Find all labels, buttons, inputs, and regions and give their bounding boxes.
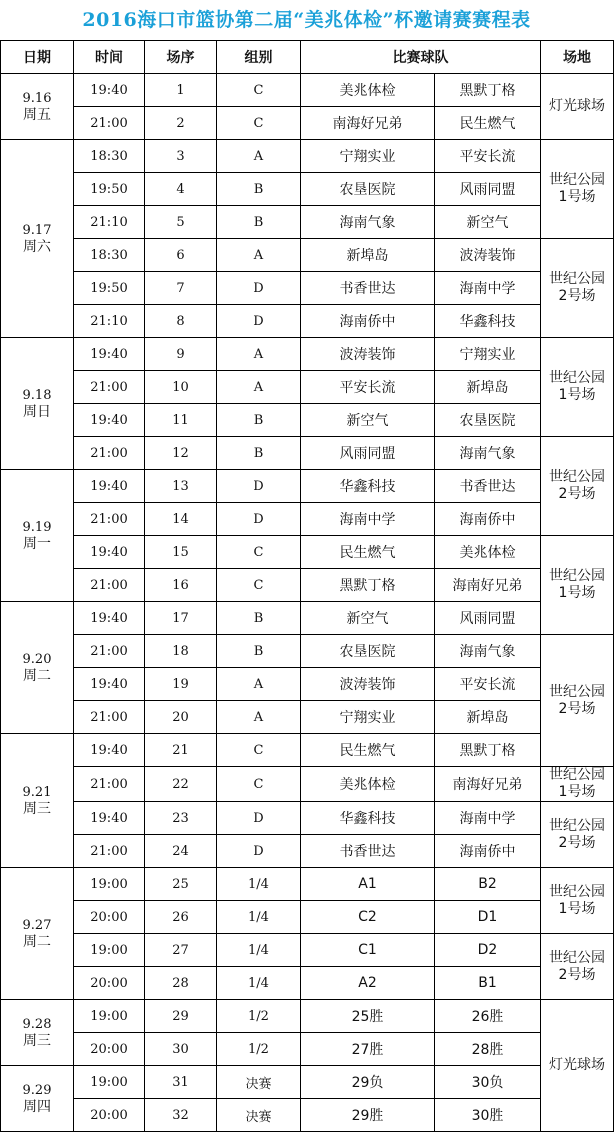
group-cell: 1/2	[217, 1000, 301, 1033]
away-team-cell: 黑默丁格	[435, 734, 541, 767]
venue-name: 世纪公园	[549, 370, 605, 386]
home-team-cell: 27胜	[301, 1033, 435, 1066]
order-cell: 10	[145, 371, 217, 404]
venue-name: 世纪公园	[549, 817, 605, 834]
table-row	[1, 569, 614, 602]
date-cell	[1, 734, 74, 868]
time-cell: 21:10	[74, 305, 145, 338]
venue-court: 2号场	[558, 700, 596, 717]
table-row	[1, 734, 614, 767]
away-team-cell: 海南气象	[435, 635, 541, 668]
order-cell: 22	[145, 767, 217, 802]
venue-cell	[541, 868, 614, 934]
venue-cell	[541, 934, 614, 1000]
time-cell: 19:40	[74, 802, 145, 835]
weekday-text: 周五	[23, 106, 51, 123]
time-cell: 20:00	[74, 1099, 145, 1132]
table-row	[1, 1033, 614, 1066]
away-team-cell: 海南中学	[435, 802, 541, 835]
group-cell: 1/4	[217, 934, 301, 967]
venue-cell	[541, 239, 614, 338]
venue-court: 2号场	[558, 834, 596, 851]
away-team-cell: 黑默丁格	[435, 74, 541, 107]
home-team-cell: 书香世达	[301, 835, 435, 868]
home-team-cell: 宁翔实业	[301, 140, 435, 173]
home-team-cell: 海南侨中	[301, 305, 435, 338]
venue-cell	[541, 635, 614, 767]
order-cell: 6	[145, 239, 217, 272]
group-cell: C	[217, 767, 301, 802]
table-row	[1, 901, 614, 934]
date-cell	[1, 602, 74, 734]
home-team-cell: 民生燃气	[301, 536, 435, 569]
venue-name: 世纪公园	[549, 271, 605, 287]
venue-cell	[541, 1000, 614, 1132]
away-team-cell: 新空气	[435, 206, 541, 239]
time-cell: 21:00	[74, 437, 145, 470]
venue-court: 1号场	[558, 189, 596, 205]
venue-cell	[541, 802, 614, 868]
venue-court: 1号场	[558, 387, 596, 403]
table-row	[1, 338, 614, 371]
date-text: 9.29	[22, 1082, 52, 1098]
order-cell: 4	[145, 173, 217, 206]
group-cell: 决赛	[217, 1099, 301, 1132]
time-cell: 19:40	[74, 74, 145, 107]
table-row	[1, 835, 614, 868]
weekday-text: 周六	[23, 238, 51, 255]
home-team-cell: A1	[301, 868, 435, 901]
venue-cell	[541, 140, 614, 239]
away-team-cell: D2	[435, 934, 541, 967]
order-cell: 21	[145, 734, 217, 767]
table-row	[1, 1099, 614, 1132]
venue-court: 1号场	[558, 784, 596, 800]
table-row	[1, 1000, 614, 1033]
time-cell: 18:30	[74, 239, 145, 272]
header-group: 组别	[217, 41, 301, 74]
venue-name: 灯光球场	[549, 98, 605, 114]
table-row	[1, 536, 614, 569]
home-team-cell: 29胜	[301, 1099, 435, 1132]
header-time: 时间	[74, 41, 145, 74]
group-cell: A	[217, 701, 301, 734]
order-cell: 23	[145, 802, 217, 835]
home-team-cell: 29负	[301, 1066, 435, 1099]
venue-cell	[541, 74, 614, 140]
group-cell: 决赛	[217, 1066, 301, 1099]
time-cell: 19:00	[74, 868, 145, 901]
away-team-cell: 26胜	[435, 1000, 541, 1033]
away-team-cell: B2	[435, 868, 541, 901]
away-team-cell: 海南侨中	[435, 835, 541, 868]
away-team-cell: 风雨同盟	[435, 173, 541, 206]
home-team-cell: 25胜	[301, 1000, 435, 1033]
venue-cell	[541, 437, 614, 536]
table-row	[1, 934, 614, 967]
order-cell: 27	[145, 934, 217, 967]
away-team-cell: 波涛装饰	[435, 239, 541, 272]
group-cell: D	[217, 835, 301, 868]
away-team-cell: 海南中学	[435, 272, 541, 305]
order-cell: 25	[145, 868, 217, 901]
away-team-cell: 华鑫科技	[435, 305, 541, 338]
table-row	[1, 140, 614, 173]
away-team-cell: 美兆体检	[435, 536, 541, 569]
schedule-table	[0, 40, 614, 1132]
order-cell: 9	[145, 338, 217, 371]
table-row	[1, 668, 614, 701]
home-team-cell: 农垦医院	[301, 635, 435, 668]
group-cell: B	[217, 602, 301, 635]
table-row	[1, 239, 614, 272]
group-cell: A	[217, 371, 301, 404]
order-cell: 3	[145, 140, 217, 173]
home-team-cell: 南海好兄弟	[301, 107, 435, 140]
table-row	[1, 173, 614, 206]
order-cell: 29	[145, 1000, 217, 1033]
away-team-cell: 平安长流	[435, 668, 541, 701]
time-cell: 21:00	[74, 767, 145, 802]
table-row	[1, 272, 614, 305]
time-cell: 19:40	[74, 602, 145, 635]
order-cell: 18	[145, 635, 217, 668]
order-cell: 31	[145, 1066, 217, 1099]
table-row	[1, 206, 614, 239]
group-cell: A	[217, 668, 301, 701]
venue-cell	[541, 536, 614, 635]
order-cell: 24	[145, 835, 217, 868]
away-team-cell: 海南气象	[435, 437, 541, 470]
away-team-cell: 民生燃气	[435, 107, 541, 140]
page-title: 2016海口市篮协第二届“美兆体检”杯邀请赛赛程表	[82, 9, 531, 31]
time-cell: 21:00	[74, 835, 145, 868]
venue-cell	[541, 338, 614, 437]
venue-name: 世纪公园	[549, 949, 605, 966]
group-cell: 1/4	[217, 967, 301, 1000]
header-row	[1, 41, 614, 74]
away-team-cell: 新埠岛	[435, 701, 541, 734]
order-cell: 26	[145, 901, 217, 934]
home-team-cell: 民生燃气	[301, 734, 435, 767]
table-row	[1, 602, 614, 635]
table-row	[1, 74, 614, 107]
time-cell: 19:50	[74, 173, 145, 206]
group-cell: A	[217, 140, 301, 173]
time-cell: 19:40	[74, 668, 145, 701]
date-text: 9.16	[22, 90, 52, 106]
date-text: 9.21	[22, 784, 52, 800]
home-team-cell: A2	[301, 967, 435, 1000]
time-cell: 19:40	[74, 734, 145, 767]
venue-name: 世纪公园	[549, 883, 605, 900]
group-cell: D	[217, 470, 301, 503]
home-team-cell: 华鑫科技	[301, 802, 435, 835]
group-cell: 1/2	[217, 1033, 301, 1066]
away-team-cell: 30胜	[435, 1099, 541, 1132]
time-cell: 19:00	[74, 1000, 145, 1033]
time-cell: 21:00	[74, 371, 145, 404]
table-row	[1, 802, 614, 835]
away-team-cell: D1	[435, 901, 541, 934]
weekday-text: 周三	[23, 1032, 51, 1049]
order-cell: 13	[145, 470, 217, 503]
header-venue: 场地	[541, 41, 614, 74]
group-cell: D	[217, 305, 301, 338]
weekday-text: 周三	[23, 800, 51, 817]
away-team-cell: 海南好兄弟	[435, 569, 541, 602]
away-team-cell: 28胜	[435, 1033, 541, 1066]
away-team-cell: 风雨同盟	[435, 602, 541, 635]
date-text: 9.20	[22, 651, 52, 667]
group-cell: B	[217, 635, 301, 668]
venue-court: 1号场	[558, 900, 596, 917]
order-cell: 20	[145, 701, 217, 734]
away-team-cell: 海南侨中	[435, 503, 541, 536]
time-cell: 21:10	[74, 206, 145, 239]
time-cell: 21:00	[74, 503, 145, 536]
venue-name: 世纪公园	[549, 469, 605, 485]
time-cell: 21:00	[74, 635, 145, 668]
group-cell: A	[217, 239, 301, 272]
home-team-cell: 新空气	[301, 602, 435, 635]
table-row	[1, 305, 614, 338]
table-row	[1, 868, 614, 901]
table-row	[1, 503, 614, 536]
home-team-cell: 波涛装饰	[301, 668, 435, 701]
group-cell: 1/4	[217, 868, 301, 901]
order-cell: 17	[145, 602, 217, 635]
date-cell	[1, 470, 74, 602]
order-cell: 15	[145, 536, 217, 569]
group-cell: C	[217, 107, 301, 140]
home-team-cell: 海南气象	[301, 206, 435, 239]
away-team-cell: 南海好兄弟	[435, 767, 541, 802]
home-team-cell: 黑默丁格	[301, 569, 435, 602]
time-cell: 21:00	[74, 701, 145, 734]
venue-court: 2号场	[558, 288, 596, 304]
time-cell: 20:00	[74, 901, 145, 934]
weekday-text: 周四	[23, 1098, 51, 1115]
weekday-text: 周二	[23, 933, 51, 950]
time-cell: 19:00	[74, 1066, 145, 1099]
group-cell: D	[217, 802, 301, 835]
away-team-cell: 书香世达	[435, 470, 541, 503]
home-team-cell: 农垦医院	[301, 173, 435, 206]
date-cell	[1, 1000, 74, 1066]
home-team-cell: 美兆体检	[301, 74, 435, 107]
home-team-cell: 波涛装饰	[301, 338, 435, 371]
weekday-text: 周一	[23, 535, 51, 552]
order-cell: 14	[145, 503, 217, 536]
weekday-text: 周二	[23, 667, 51, 684]
venue-name: 世纪公园	[549, 767, 605, 783]
order-cell: 8	[145, 305, 217, 338]
home-team-cell: 书香世达	[301, 272, 435, 305]
group-cell: 1/4	[217, 901, 301, 934]
venue-court: 1号场	[558, 585, 596, 601]
venue-name: 世纪公园	[549, 568, 605, 584]
header-date: 日期	[1, 41, 74, 74]
time-cell: 19:40	[74, 338, 145, 371]
time-cell: 20:00	[74, 967, 145, 1000]
time-cell: 19:40	[74, 404, 145, 437]
order-cell: 12	[145, 437, 217, 470]
group-cell: B	[217, 173, 301, 206]
venue-name: 灯光球场	[549, 1057, 605, 1073]
date-cell	[1, 868, 74, 1000]
time-cell: 19:40	[74, 470, 145, 503]
order-cell: 16	[145, 569, 217, 602]
date-cell	[1, 338, 74, 470]
group-cell: C	[217, 734, 301, 767]
time-cell: 19:50	[74, 272, 145, 305]
date-cell	[1, 74, 74, 140]
date-text: 9.19	[22, 519, 52, 535]
table-row	[1, 767, 614, 802]
home-team-cell: 华鑫科技	[301, 470, 435, 503]
weekday-text: 周日	[23, 403, 51, 420]
table-row	[1, 107, 614, 140]
group-cell: A	[217, 338, 301, 371]
venue-name: 世纪公园	[549, 683, 605, 700]
away-team-cell: 30负	[435, 1066, 541, 1099]
time-cell: 20:00	[74, 1033, 145, 1066]
table-row	[1, 635, 614, 668]
table-row	[1, 371, 614, 404]
time-cell: 21:00	[74, 107, 145, 140]
table-row	[1, 437, 614, 470]
date-text: 9.17	[22, 222, 52, 238]
venue-name: 世纪公园	[549, 172, 605, 188]
schedule-body	[1, 74, 614, 1132]
home-team-cell: 宁翔实业	[301, 701, 435, 734]
away-team-cell: 宁翔实业	[435, 338, 541, 371]
time-cell: 21:00	[74, 569, 145, 602]
table-row	[1, 967, 614, 1000]
order-cell: 7	[145, 272, 217, 305]
table-row	[1, 470, 614, 503]
group-cell: D	[217, 503, 301, 536]
time-cell: 19:00	[74, 934, 145, 967]
order-cell: 28	[145, 967, 217, 1000]
group-cell: C	[217, 74, 301, 107]
home-team-cell: 海南中学	[301, 503, 435, 536]
home-team-cell: 美兆体检	[301, 767, 435, 802]
home-team-cell: 风雨同盟	[301, 437, 435, 470]
order-cell: 11	[145, 404, 217, 437]
home-team-cell: 新埠岛	[301, 239, 435, 272]
away-team-cell: 新埠岛	[435, 371, 541, 404]
order-cell: 1	[145, 74, 217, 107]
venue-court: 2号场	[558, 966, 596, 983]
venue-cell	[541, 767, 614, 802]
order-cell: 19	[145, 668, 217, 701]
home-team-cell: 新空气	[301, 404, 435, 437]
time-cell: 18:30	[74, 140, 145, 173]
home-team-cell: C2	[301, 901, 435, 934]
order-cell: 32	[145, 1099, 217, 1132]
venue-court: 2号场	[558, 486, 596, 502]
date-cell	[1, 140, 74, 338]
group-cell: B	[217, 404, 301, 437]
date-text: 9.18	[22, 387, 52, 403]
away-team-cell: 农垦医院	[435, 404, 541, 437]
header-teams: 比赛球队	[301, 41, 541, 74]
order-cell: 30	[145, 1033, 217, 1066]
home-team-cell: 平安长流	[301, 371, 435, 404]
date-cell	[1, 1066, 74, 1132]
table-row	[1, 701, 614, 734]
away-team-cell: 平安长流	[435, 140, 541, 173]
date-text: 9.27	[22, 917, 52, 933]
header-order: 场序	[145, 41, 217, 74]
time-cell: 19:40	[74, 536, 145, 569]
group-cell: C	[217, 536, 301, 569]
away-team-cell: B1	[435, 967, 541, 1000]
table-row	[1, 404, 614, 437]
order-cell: 2	[145, 107, 217, 140]
group-cell: B	[217, 437, 301, 470]
date-text: 9.28	[22, 1016, 52, 1032]
table-row	[1, 1066, 614, 1099]
group-cell: D	[217, 272, 301, 305]
order-cell: 5	[145, 206, 217, 239]
home-team-cell: C1	[301, 934, 435, 967]
group-cell: B	[217, 206, 301, 239]
group-cell: C	[217, 569, 301, 602]
